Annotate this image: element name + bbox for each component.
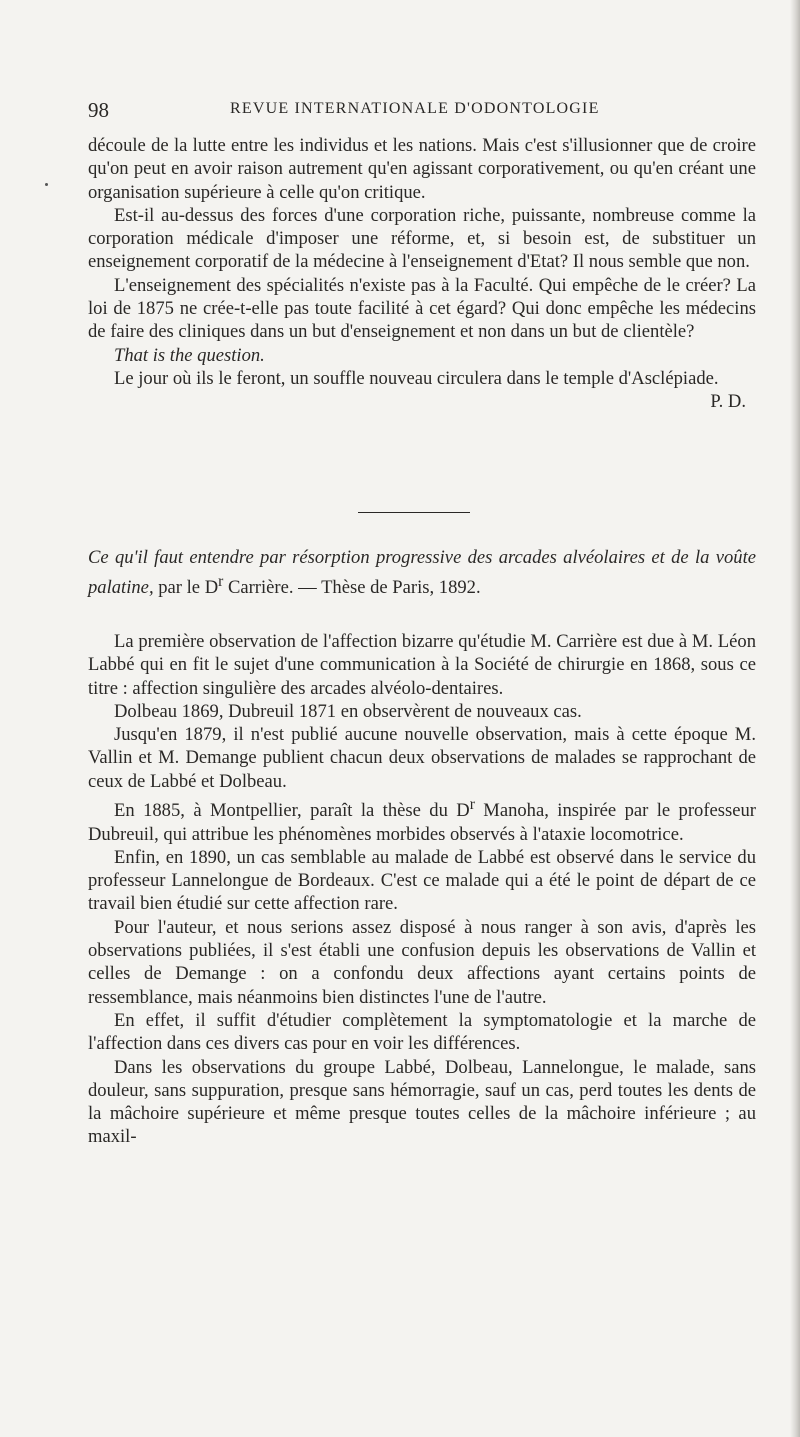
paragraph: Le jour où ils le feront, un souffle nouveau circulera dans le temple d'Asclépiade.: [114, 367, 719, 389]
article-conclusion: [88, 134, 756, 414]
running-header: [88, 98, 756, 124]
paragraph: Dolbeau 1869, Dubreuil 1871 en observèrent de nouveaux cas.: [114, 700, 582, 722]
page-edge-shadow: [790, 0, 800, 1437]
paragraph: Est-il au-dessus des forces d'une corporation riche, puissante, nombreuse comme la corporation médicale d'imposer une réforme, et, si besoin est, de substituer un enseignement corporatif de la médecine à l'enseignement d'Etat? Il nous semble que non.: [88, 204, 756, 273]
paragraph: Jusqu'en 1879, il n'est publié aucune nouvelle observation, mais à cette époque M. Vallin et M. Demange publient chacun deux observations de malades se rapprochant de ceux de Labbé et Dolbeau.: [88, 724, 756, 792]
author-superscript: r: [218, 573, 224, 590]
journal-title: REVUE INTERNATIONALE D'ODONTOLOGIE: [230, 100, 600, 117]
paragraph: [88, 793, 756, 846]
section-divider: [358, 512, 470, 513]
author-rest: Carrière. — Thèse de Paris, 1892.: [223, 577, 481, 599]
margin-mark: [45, 183, 48, 186]
review-heading: [88, 546, 756, 600]
paragraph: La première observation de l'affection bizarre qu'étudie M. Carrière est due à M. Léon Labbé qui en fit le sujet d'une communication à la Société de chirurgie en 1868, sous ce titre : affection singulière des arcades alvéolo-dentaires.: [88, 631, 756, 699]
paragraph: découle de la lutte entre les individus et les nations. Mais c'est s'illusionner que de croire qu'on peut en avoir raison autrement qu'en agissant corporativement, ou qu'en créant une organisation supérieure à celle qu'on critique.: [88, 135, 756, 203]
review-body: [88, 630, 756, 1149]
paragraph: Enfin, en 1890, un cas semblable au malade de Labbé est observé dans le service du professeur Lannelongue de Bordeaux. C'est ce malade qui a été le point de départ de ce travail bien étudié sur cette affection rare.: [88, 846, 756, 915]
text-segment: Manoha, inspirée par le professeur Dubreuil, qui attribue les phénomènes morbides observés à l'ataxie locomotrice.: [88, 800, 756, 845]
thesis-title: Ce qu'il faut entendre par résorption progressive des arcades alvéolaires et de la voûte palatine,: [88, 547, 756, 599]
paragraph: En effet, il suffit d'étudier complètement la symptomatologie et la marche de l'affection dans ces divers cas pour en voir les différences.: [88, 1009, 756, 1055]
page-number: 98: [88, 98, 109, 122]
paragraph: Dans les observations du groupe Labbé, Dolbeau, Lannelongue, le malade, sans douleur, sans suppuration, presque sans hémorragie, sauf un cas, perd toutes les dents de la mâchoire supérieure et même presque toutes celles de la mâchoire inférieure ; au maxil-: [88, 1056, 756, 1148]
paragraph-question: That is the question.: [114, 344, 265, 366]
superscript: r: [469, 796, 475, 814]
author-prefix: par le D: [153, 577, 219, 599]
paragraph: Pour l'auteur, et nous serions assez disposé à nous ranger à son avis, d'après les observations publiées, il s'est établi une confusion depuis les observations de Vallin et celles de Demange : on a confondu deux affections ayant certains points de ressemblance, mais néanmoins bien distinctes l'une de l'autre.: [88, 916, 756, 1008]
paragraph: L'enseignement des spécialités n'existe pas à la Faculté. Qui empêche de le créer? La loi de 1875 ne crée-t-elle pas toute facilité à cet égard? Qui donc empêche les médecins de faire des cliniques dans un but d'enseignement et non dans un but de clientèle?: [88, 274, 756, 343]
text-segment: En 1885, à Montpellier, paraît la thèse du D: [114, 800, 470, 822]
signature: P. D.: [710, 391, 746, 413]
